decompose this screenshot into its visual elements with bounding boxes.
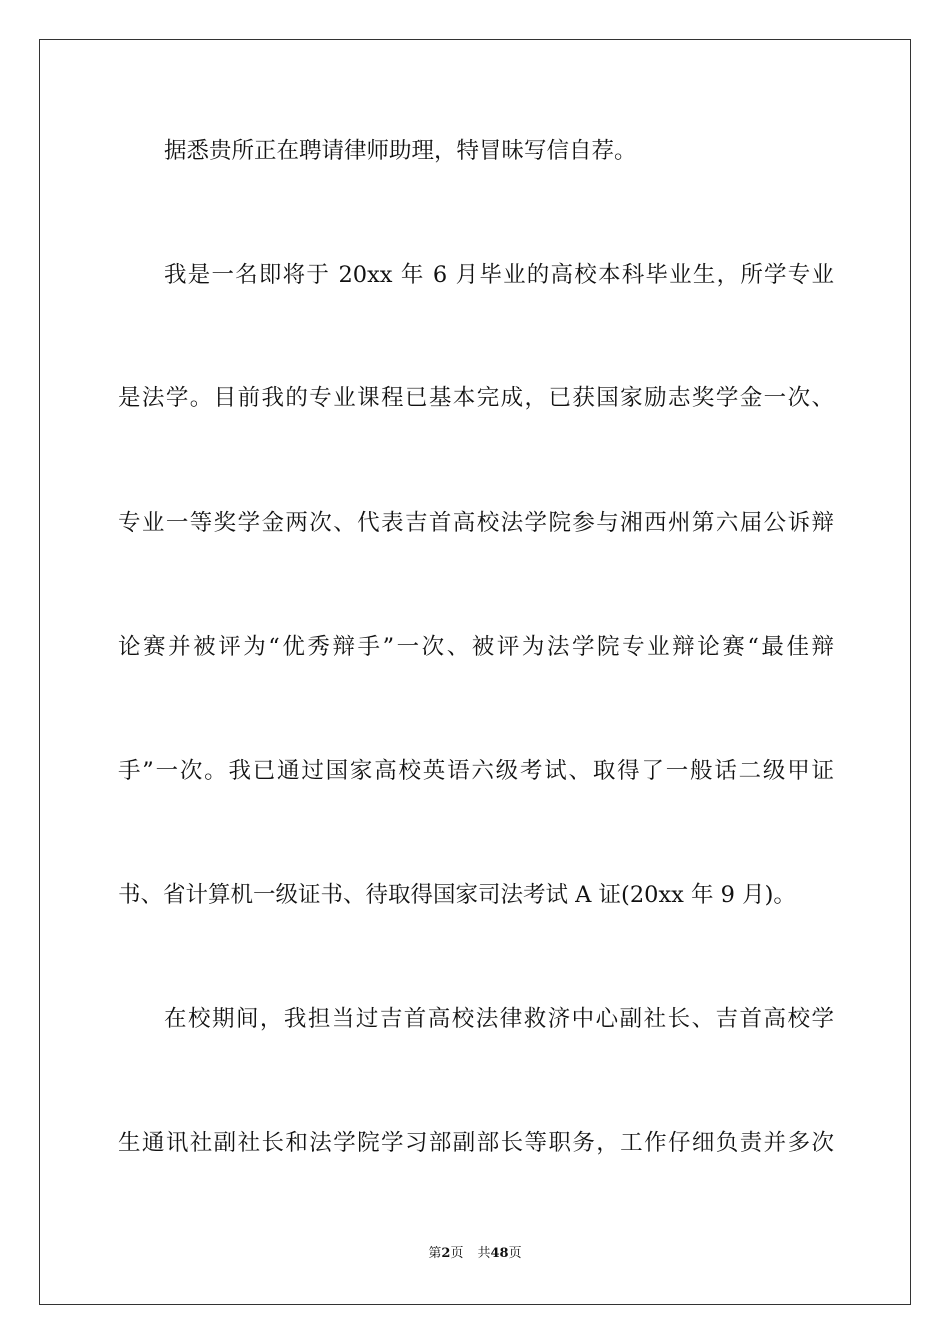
paragraph-line-4: 专业一等奖学金两次、代表吉首高校法学院参与湘西州第六届公诉辩 [118, 510, 834, 536]
paragraph-line-6: 手”一次。我已通过国家高校英语六级考试、取得了一般话二级甲证 [118, 758, 834, 784]
paragraph-line-8: 在校期间，我担当过吉首高校法律救济中心副社长、吉首高校学 [164, 1006, 834, 1032]
footer-total-prefix: 共 [477, 1246, 491, 1261]
paragraph-line-3: 是法学。目前我的专业课程已基本完成，已获国家励志奖学金一次、 [118, 385, 834, 411]
page-border [39, 39, 911, 1305]
page-footer [0, 1245, 950, 1263]
footer-page-suffix: 页 [450, 1246, 464, 1261]
paragraph-line-9: 生通讯社副社长和法学院学习部副部长等职务，工作仔细负责并多次 [118, 1130, 834, 1156]
paragraph-line-2: 我是一名即将于 20xx 年 6 月毕业的高校本科毕业生，所学专业 [164, 262, 834, 288]
paragraph-line-7: 书、省计算机一级证书、待取得国家司法考试 A 证(20xx 年 9 月)。 [118, 882, 796, 908]
footer-page-number: 2 [441, 1246, 451, 1261]
footer-page-prefix: 第 [428, 1246, 442, 1261]
paragraph-line-5: 论赛并被评为“优秀辩手”一次、被评为法学院专业辩论赛“最佳辩 [118, 634, 834, 660]
paragraph-line-1: 据悉贵所正在聘请律师助理，特冒昧写信自荐。 [164, 138, 637, 164]
footer-total-pages: 48 [490, 1246, 509, 1261]
footer-total-suffix: 页 [508, 1246, 522, 1261]
